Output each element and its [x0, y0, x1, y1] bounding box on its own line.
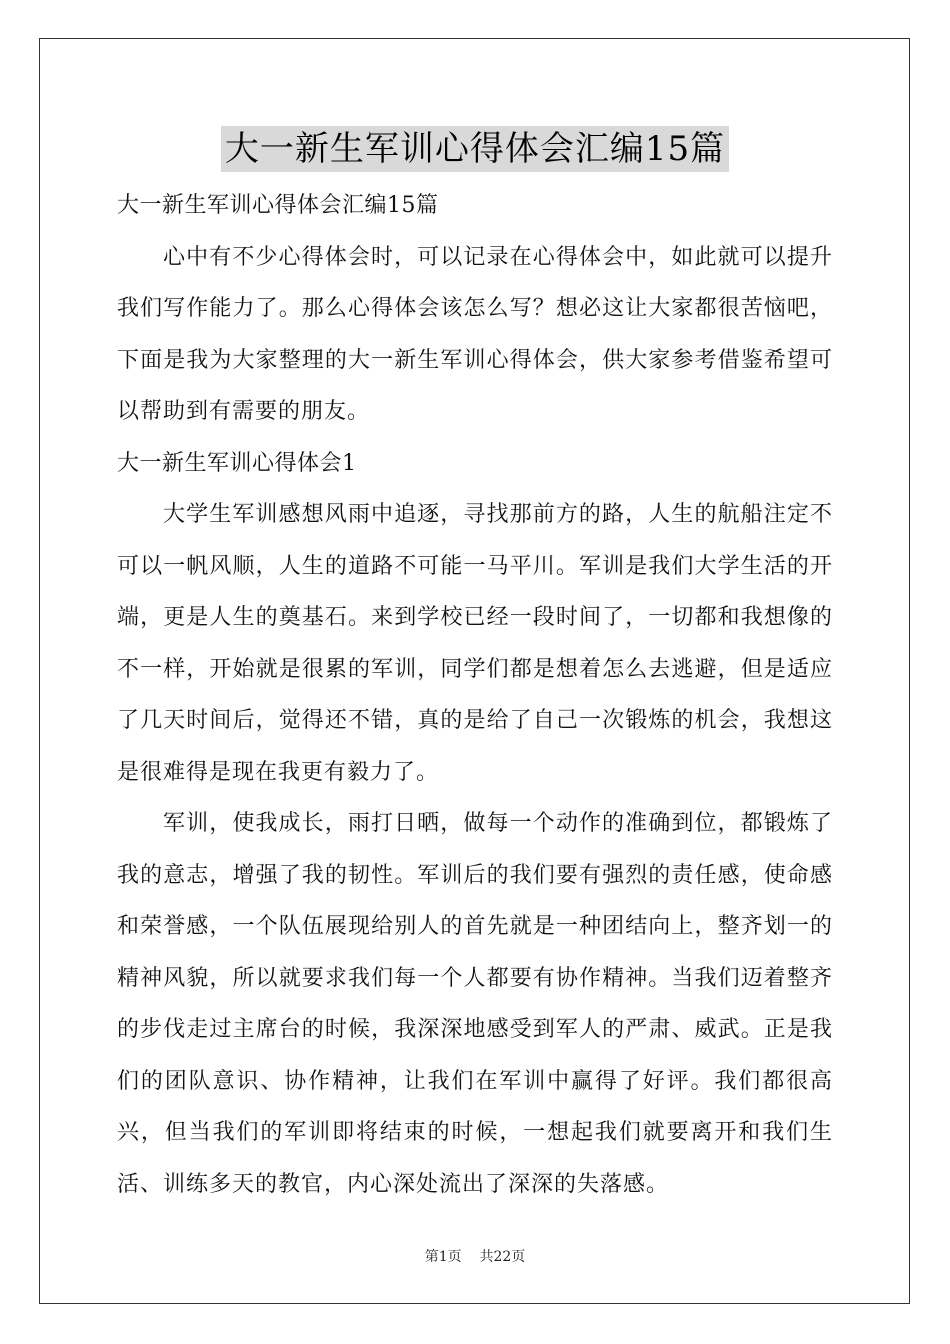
document-title: 大一新生军训心得体会汇编15篇	[221, 126, 729, 172]
body-paragraph: 军训，使我成长，雨打日晒，做每一个动作的准确到位，都锻炼了我的意志，增强了我的韧性。军训后的我们要有强烈的责任感，使命感和荣誉感，一个队伍展现给别人的首先就是一种团结向上，整齐划一的精神风貌，所以就要求我们每一个人都要有协作精神。当我们迈着整齐的步伐走过主席台的时候，我深深地感受到军人的严肃、威武。正是我们的团队意识、协作精神，让我们在军训中赢得了好评。我们都很高兴，但当我们的军训即将结束的时候，一想起我们就要离开和我们生活、训练多天的教官，内心深处流出了深深的失落感。	[117, 811, 833, 1197]
section-heading: 大一新生军训心得体会1	[117, 450, 357, 476]
page-number: 第1页	[424, 1249, 462, 1265]
page-footer	[0, 1246, 950, 1266]
body-paragraph: 大学生军训感想风雨中追逐，寻找那前方的路，人生的航船注定不可以一帆风顺，人生的道路不可能一马平川。军训是我们大学生活的开端，更是人生的奠基石。来到学校已经一段时间了，一切都和我想像的不一样，开始就是很累的军训，同学们都是想着怎么去逃避，但是适应了几天时间后，觉得还不错，真的是给了自己一次锻炼的机会，我想这是很难得是现在我更有毅力了。	[117, 502, 833, 785]
document-subtitle: 大一新生军训心得体会汇编15篇	[117, 193, 439, 218]
document-body	[117, 180, 833, 1210]
intro-paragraph: 心中有不少心得体会时，可以记录在心得体会中，如此就可以提升我们写作能力了。那么心得体会该怎么写？想必这让大家都很苦恼吧，下面是我为大家整理的大一新生军训心得体会，供大家参考借鉴希望可以帮助到有需要的朋友。	[117, 244, 833, 424]
title-container	[0, 126, 950, 172]
page-total: 共22页	[479, 1249, 526, 1265]
